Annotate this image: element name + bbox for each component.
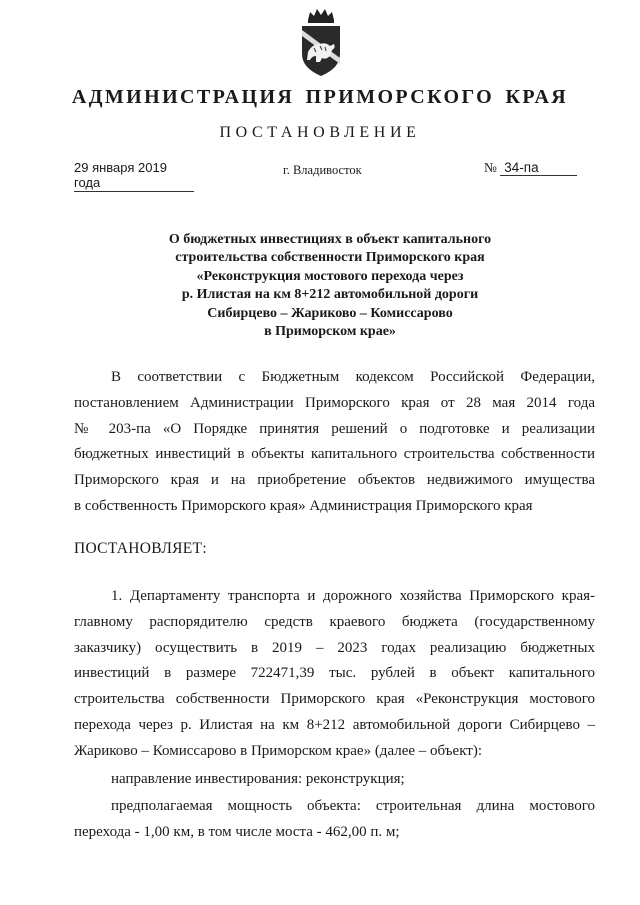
item-1-line: перехода через р. Илистая на км 8+212 автомобильной дороги Сибирцево – — [74, 716, 595, 733]
preamble-line: в собственность Приморского края» Администрация Приморского края — [74, 497, 533, 514]
preamble-line: Приморского края и на приобретение объектов недвижимого имущества — [74, 472, 595, 489]
subject-line: в Приморском крае» — [264, 324, 396, 340]
document-city: г. Владивосток — [283, 163, 362, 177]
document-date: 29 января 2019 года — [74, 160, 194, 192]
preamble-line: В соответствии с Бюджетным кодексом Российской Федерации, — [111, 369, 595, 385]
preamble-line: № 203-па «О Порядке принятия решений о подготовке и реализации — [74, 420, 595, 437]
decree-word: ПОСТАНОВЛЯЕТ: — [74, 540, 207, 557]
number-sign: № — [484, 160, 497, 175]
subject-line: «Реконструкция мостового перехода через — [196, 268, 464, 284]
item-1-line: главному распорядителю средств краевого бюджета (государственному — [74, 613, 595, 630]
item-1-line: строительства собственности Приморского края «Реконструкция мостового — [74, 691, 595, 708]
preamble-paragraph — [74, 365, 595, 520]
item-1-line: Жариково – Комиссарово в Приморском крае» (далее – объект): — [74, 742, 483, 759]
subject-line: О бюджетных инвестициях в объект капитального — [168, 232, 492, 247]
preamble-line: постановлением Администрации Приморского края от 28 мая 2014 года — [74, 394, 595, 411]
preamble-line: бюджетных инвестиций в объекты капитального строительства собственности — [74, 446, 595, 463]
item-1-line: заказчику) осуществить в 2019 – 2023 годах реализацию бюджетных — [74, 639, 595, 656]
subject-line: Сибирцево – Жариково – Комиссарово — [207, 305, 453, 321]
item-1-line: инвестиций в размере 722471,39 тыс. рублей в объект капитального — [74, 665, 595, 682]
coat-of-arms-tiger-icon — [296, 6, 346, 78]
item-1-line: 1. Департаменту транспорта и дорожного хозяйства Приморского края- — [111, 588, 595, 604]
document-number — [484, 160, 577, 176]
organization-title: АДМИНИСТРАЦИЯ ПРИМОРСКОГО КРАЯ — [71, 86, 569, 108]
subject-line: строительства собственности Приморского края — [175, 250, 485, 266]
number-value: 34-па — [500, 160, 577, 176]
item-1-paragraph — [74, 584, 595, 765]
subject-line: р. Илистая на км 8+212 автомобильной дороги — [181, 287, 479, 303]
capacity-line: предполагаемая мощность объекта: строительная длина мостового — [111, 798, 595, 814]
document-subject — [100, 231, 560, 341]
document-type: ПОСТАНОВЛЕНИЕ — [219, 124, 421, 141]
investment-direction: направление инвестирования: реконструкция; — [111, 771, 405, 787]
capacity-line: перехода - 1,00 км, в том числе моста - 462,00 п. м; — [74, 824, 400, 840]
